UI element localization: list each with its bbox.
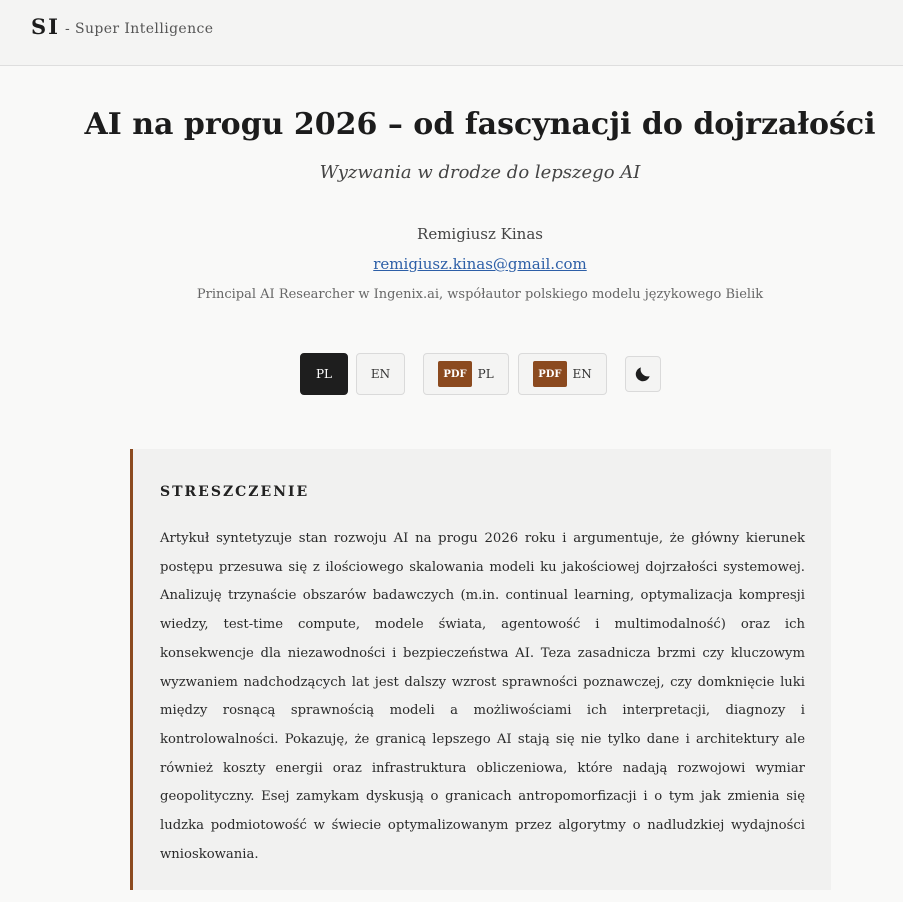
top-bar — [0, 0, 903, 66]
theme-toggle-button[interactable] — [625, 356, 661, 392]
pdf-icon: PDF — [438, 361, 471, 387]
lang-pl-label: PL — [315, 367, 333, 381]
author-affiliation: Principal AI Researcher w Ingenix.ai, współautor polskiego modelu językowego Bielik — [196, 287, 764, 302]
article-subtitle: Wyzwania w drodze do lepszego AI — [319, 162, 641, 183]
moon-icon — [633, 364, 653, 384]
pdf-pl-button[interactable] — [423, 353, 509, 395]
brand-logo[interactable]: SI — [31, 14, 60, 39]
author-email-link[interactable]: remigiusz.kinas@gmail.com — [373, 255, 587, 273]
brand-tagline: - Super Intelligence — [65, 21, 214, 37]
abstract-text: Artykuł syntetyzuje stan rozwoju AI na progu 2026 roku i argumentuje, że główny kierunek postępu przesuwa się z ilościowego skalowania modeli ku jakościowej dojrzałości systemowej. Analizuję trzynaście obszarów badawczych (m.in. continual learning, optymalizacja kompresji wiedzy, test-time compute, modele świata, agentowość i multimodalność) oraz ich konsekwencje dla niezawodności i bezpieczeństwa AI. Teza zasadnicza brzmi czy kluczowym wyzwaniem nadchodzących lat jest dalszy wzrost sprawności poznawczej, czy domknięcie luki między rosnącą sprawnością modeli a możliwościami ich interpretacji, diagnozy i kontrolowalności. Pokazuję, że granicą lepszego AI stają się nie tylko dane i architektury ale również koszty energii oraz infrastruktura obliczeniowa, które nadają rozwojowi wymiar geopolityczny. Esej zamykam dyskusją o granicach antropomorfizacji i o tym jak zmienia się ludzka podmiotowość w świecie optymalizowanym przez algorytmy o nadludzkiej wydajności wnioskowania. — [160, 531, 805, 862]
abstract-box — [130, 449, 831, 890]
pdf-icon: PDF — [533, 361, 566, 387]
author-email — [0, 255, 903, 273]
pdf-en-button[interactable] — [518, 353, 607, 395]
lang-en-button[interactable] — [356, 353, 405, 395]
pdf-en-label: EN — [572, 367, 592, 381]
pdf-pl-label: PL — [477, 367, 494, 381]
author-name: Remigiusz Kinas — [417, 225, 543, 243]
abstract-heading: STRESZCZENIE — [160, 484, 310, 500]
lang-en-label: EN — [370, 367, 391, 381]
article-title: AI na progu 2026 – od fascynacji do dojrzałości — [84, 107, 876, 142]
lang-pl-button[interactable] — [300, 353, 348, 395]
